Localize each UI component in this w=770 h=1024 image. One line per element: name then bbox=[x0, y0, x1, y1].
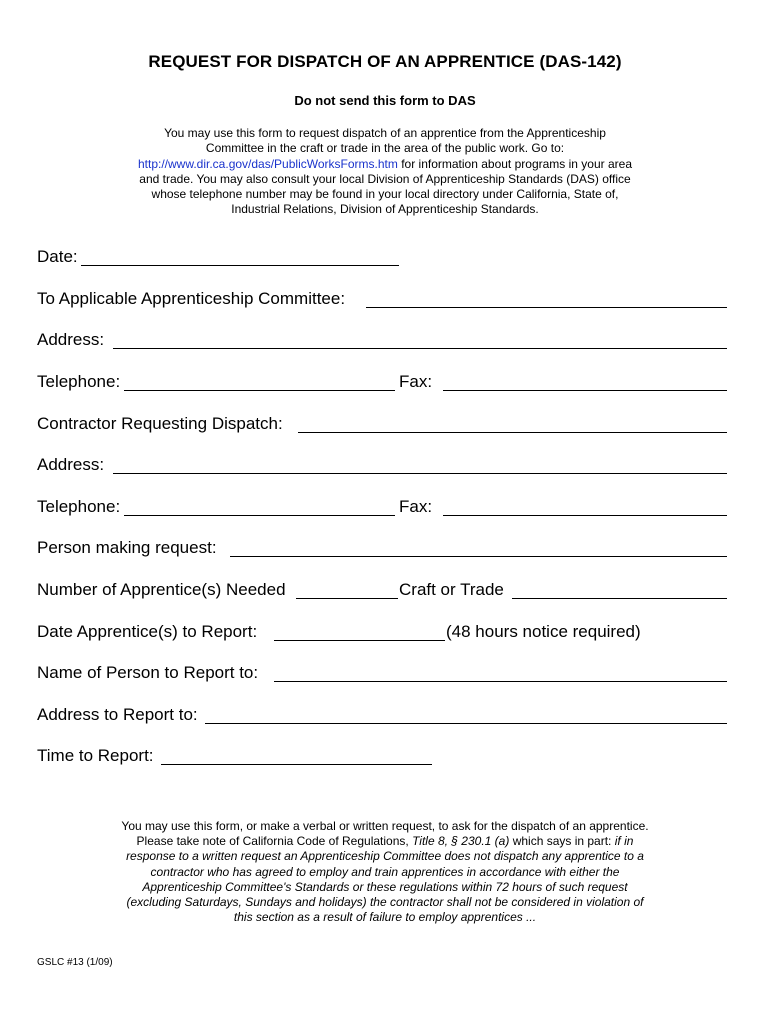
intro-text-end: for information about programs in your area and trade. You may also consult your local Division of Apprenticeship Standards (DAS) office whose telephone number may be found in your local directory under California, State of, Industrial Relations, Division of Apprenticeship Standards. bbox=[139, 156, 632, 217]
person-requesting-label: Person making request: bbox=[37, 538, 217, 557]
date-input-line[interactable] bbox=[81, 248, 399, 266]
report-to-address-input-line[interactable] bbox=[205, 706, 727, 724]
committee-label: To Applicable Apprenticeship Committee: bbox=[37, 289, 346, 308]
time-to-report-input-line[interactable] bbox=[161, 747, 432, 765]
committee-input-line[interactable] bbox=[366, 290, 727, 308]
contractor-telephone-label: Telephone: bbox=[37, 497, 121, 516]
person-requesting-input-line[interactable] bbox=[230, 539, 727, 557]
committee-telephone-input-line[interactable] bbox=[124, 373, 395, 391]
notice-required-text: (48 hours notice required) bbox=[446, 622, 641, 641]
das-forms-link[interactable]: http://www.dir.ca.gov/das/PublicWorksForms.htm bbox=[137, 156, 398, 171]
committee-address-label: Address: bbox=[37, 330, 105, 349]
committee-address-input-line[interactable] bbox=[113, 331, 727, 349]
contractor-telephone-input-line[interactable] bbox=[124, 498, 395, 516]
contractor-fax-label: Fax: bbox=[399, 497, 433, 516]
contractor-address-label: Address: bbox=[37, 455, 105, 474]
committee-fax-label: Fax: bbox=[399, 372, 433, 391]
regulation-note-text: You may use this form, or make a verbal or written request, to ask for the dispatch of an apprentice. Please take note of California Code of Regulations, bbox=[121, 819, 649, 849]
committee-fax-input-line[interactable] bbox=[443, 373, 727, 391]
contractor-input-line[interactable] bbox=[298, 415, 727, 433]
date-to-report-input-line[interactable] bbox=[274, 623, 445, 641]
report-to-name-label: Name of Person to Report to: bbox=[37, 663, 259, 682]
number-needed-input-line[interactable] bbox=[296, 581, 398, 599]
page-title: REQUEST FOR DISPATCH OF AN APPRENTICE (DAS-142) bbox=[148, 52, 622, 71]
form-id: GSLC #13 (1/09) bbox=[37, 957, 113, 968]
date-label: Date: bbox=[37, 247, 78, 266]
craft-trade-label: Craft or Trade bbox=[399, 580, 504, 599]
contractor-label: Contractor Requesting Dispatch: bbox=[37, 414, 283, 433]
page-subtitle: Do not send this form to DAS bbox=[294, 93, 476, 108]
craft-trade-input-line[interactable] bbox=[512, 581, 727, 599]
report-to-address-label: Address to Report to: bbox=[37, 705, 198, 724]
time-to-report-label: Time to Report: bbox=[37, 746, 154, 765]
regulation-citation: Title 8, § 230.1 (a) bbox=[412, 834, 510, 849]
regulation-note bbox=[120, 819, 650, 925]
date-to-report-label: Date Apprentice(s) to Report: bbox=[37, 622, 258, 641]
number-needed-label: Number of Apprentice(s) Needed bbox=[37, 580, 286, 599]
regulation-which-text: which says in part: bbox=[512, 834, 612, 849]
regulation-quote: if in response to a written request an Apprenticeship Committee does not dispatch any apprentice to a contractor who has agreed to employ and train apprentices in accordance with either the Apprenticeship Committee's Standards or these regulations within 72 hours of such request (excluding Saturdays, Sundays and holidays) the contractor shall not be considered in violation of this section as a result of failure to employ apprentices ... bbox=[126, 834, 644, 925]
contractor-address-input-line[interactable] bbox=[113, 456, 727, 474]
intro-paragraph bbox=[135, 126, 635, 218]
report-to-name-input-line[interactable] bbox=[274, 664, 727, 682]
intro-text-start: You may use this form to request dispatch of an apprentice from the Apprenticeship Committee in the craft or trade in the area of the public work. Go to: bbox=[164, 126, 606, 156]
contractor-fax-input-line[interactable] bbox=[443, 498, 727, 516]
committee-telephone-label: Telephone: bbox=[37, 372, 121, 391]
